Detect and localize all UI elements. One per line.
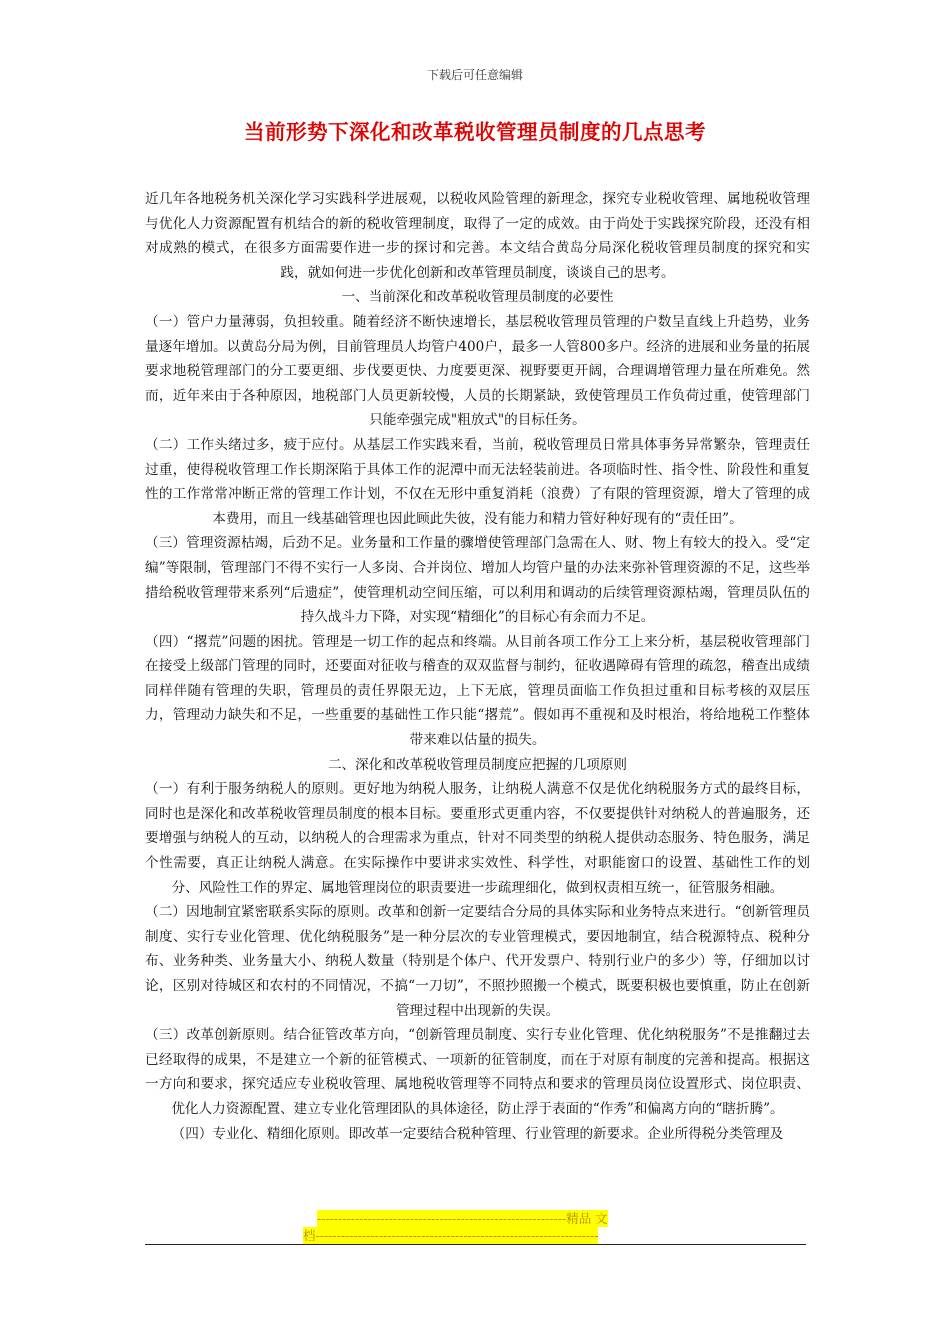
body-paragraph: 近几年各地税务机关深化学习实践科学进展观，以税收风险管理的新理念，探究专业税收管理、属地税收管理与优化人力资源配置有机结合的新的税收管理制度，取得了一定的成效。由于尚处于实践探究阶段，还没有相对成熟的模式，在很多方面需要作进一步的探讨和完善。本文结合黄岛分局深化税收管理员制度的探究和实践，就如何进一步优化创新和改革管理员制度，谈谈自己的思考。 bbox=[145, 191, 810, 281]
document-title: 当前形势下深化和改革税收管理员制度的几点思考 bbox=[244, 120, 706, 144]
footer-banner-line1: -----------------------------------------------------------精品 文 bbox=[317, 1211, 608, 1226]
body-paragraph: （二）工作头绪过多，疲于应付。从基层工作实践来看，当前，税收管理员日常具体事务异常繁杂，管理责任过重，使得税收管理工作长期深陷于具体工作的泥潭中而无法轻装前进。各项临时性、指令性、阶段性和重复性的工作常常冲断正常的管理工作计划，不仅在无形中重复消耗（浪费）了有限的管理资源，增大了管理的成本费用，而且一线基础管理也因此顾此失彼，没有能力和精力管好种好现有的“责任田”。 bbox=[145, 436, 810, 527]
body-paragraph: （三）管理资源枯竭，后劲不足。业务量和工作量的骤增使管理部门急需在人、财、物上有较大的投入。受“定编”等限制，管理部门不得不实行一人多岗、合并岗位、增加人均管户量的办法来弥补管理资源的不足，这些举措给税收管理带来系列“后遗症”，使管理机动空间压缩，可以利用和调动的后续管理资源枯竭，管理员队伍的持久战斗力下降，对实现“精细化”的目标心有余而力不足。 bbox=[145, 535, 810, 626]
body-paragraph: （三）改革创新原则。结合征管改革方向，“创新管理员制度、实行专业化管理、优化纳税服务”不是推翻过去已经取得的成果，不是建立一个新的征管模式、一项新的征管制度，而在于对原有制度的完善和提高。根据这一方向和要求，探究适应专业税收管理、属地税收管理等不同特点和要求的管理员岗位设置形式、岗位职责、优化人力资源配置、建立专业化管理团队的具体途径，防止浮于表面的“作秀”和偏离方向的“瞎折腾”。 bbox=[145, 1027, 810, 1117]
body-paragraph: （一）管户力量薄弱，负担较重。随着经济不断快速增长，基层税收管理员管理的户数呈直线上升趋势，业务量逐年增加。以黄岛分局为例，目前管理员人均管户400户，最多一人管800多户。经济的进展和业务量的拓展要求地税管理部门的分工要更细、步伐要更快、力度要更深、视野要更开阔，合理调增管理力量在所难免。然而，近年来由于各种原因，地税部门人员更新较慢，人员的长期紧缺，致使管理员工作负荷过重，使管理部门只能牵强完成"粗放式"的目标任务。 bbox=[145, 313, 810, 429]
section-heading: 二、深化和改革税收管理员制度应把握的几项原则 bbox=[327, 756, 628, 773]
footer-banner bbox=[303, 1210, 648, 1244]
document-body bbox=[145, 187, 810, 1146]
body-paragraph: （一）有利于服务纳税人的原则。更好地为纳税人服务，让纳税人满意不仅是优化纳税服务方式的最终目标，同时也是深化和改革税收管理员制度的根本目标。要重形式更重内容，不仅要提供针对纳税人的普遍服务，还要增强与纳税人的互动，以纳税人的合理需求为重点，针对不同类型的纳税人提供动态服务、特色服务，满足个性需要，真正让纳税人满意。在实际操作中要讲求实效性、科学性，对职能窗口的设置、基础性工作的划分、风险性工作的界定、属地管理岗位的职责要进一步疏理细化，做到权责相互统一，征管服务相融。 bbox=[145, 781, 810, 896]
bottom-rule bbox=[145, 1244, 806, 1245]
section-heading: 一、当前深化和改革税收管理员制度的必要性 bbox=[341, 289, 614, 306]
header-note: 下载后可任意编辑 bbox=[426, 68, 523, 82]
body-paragraph: （四）“撂荒”问题的困扰。管理是一切工作的起点和终端。从目前各项工作分工上来分析，基层税收管理部门在接受上级部门管理的同时，还要面对征收与稽查的双双监督与制约，征收遇障碍有管理的疏忽，稽查出成绩同样伴随有管理的失职，管理员的责任界限无边，上下无底，管理员面临工作负担过重和目标考核的双层压力，管理动力缺失和不足，一些重要的基础性工作只能“撂荒”。假如再不重视和及时根治，将给地税工作整体带来难以估量的损失。 bbox=[145, 633, 810, 749]
footer-banner-line2: 档------------------------------------------------------------------- bbox=[303, 1228, 599, 1243]
body-paragraph: （四）专业化、精细化原则。即改革一定要结合税种管理、行业管理的新要求。企业所得税分类管理及 bbox=[171, 1125, 784, 1142]
body-paragraph: （二）因地制宜紧密联系实际的原则。改革和创新一定要结合分局的具体实际和业务特点来进行。“创新管理员制度、实行专业化管理、优化纳税服务”是一种分层次的专业管理模式，要因地制宜，结合税源特点、税种分布、业务种类、业务量大小、纳税人数量（特别是个体户、代开发票户、特别行业户的多少）等，仔细加以讨论，区别对待城区和农村的不同情况，不搞“一刀切”，不照抄照搬一个模式，既要积极也要慎重，防止在创新管理过程中出现新的失误。 bbox=[145, 904, 810, 1019]
